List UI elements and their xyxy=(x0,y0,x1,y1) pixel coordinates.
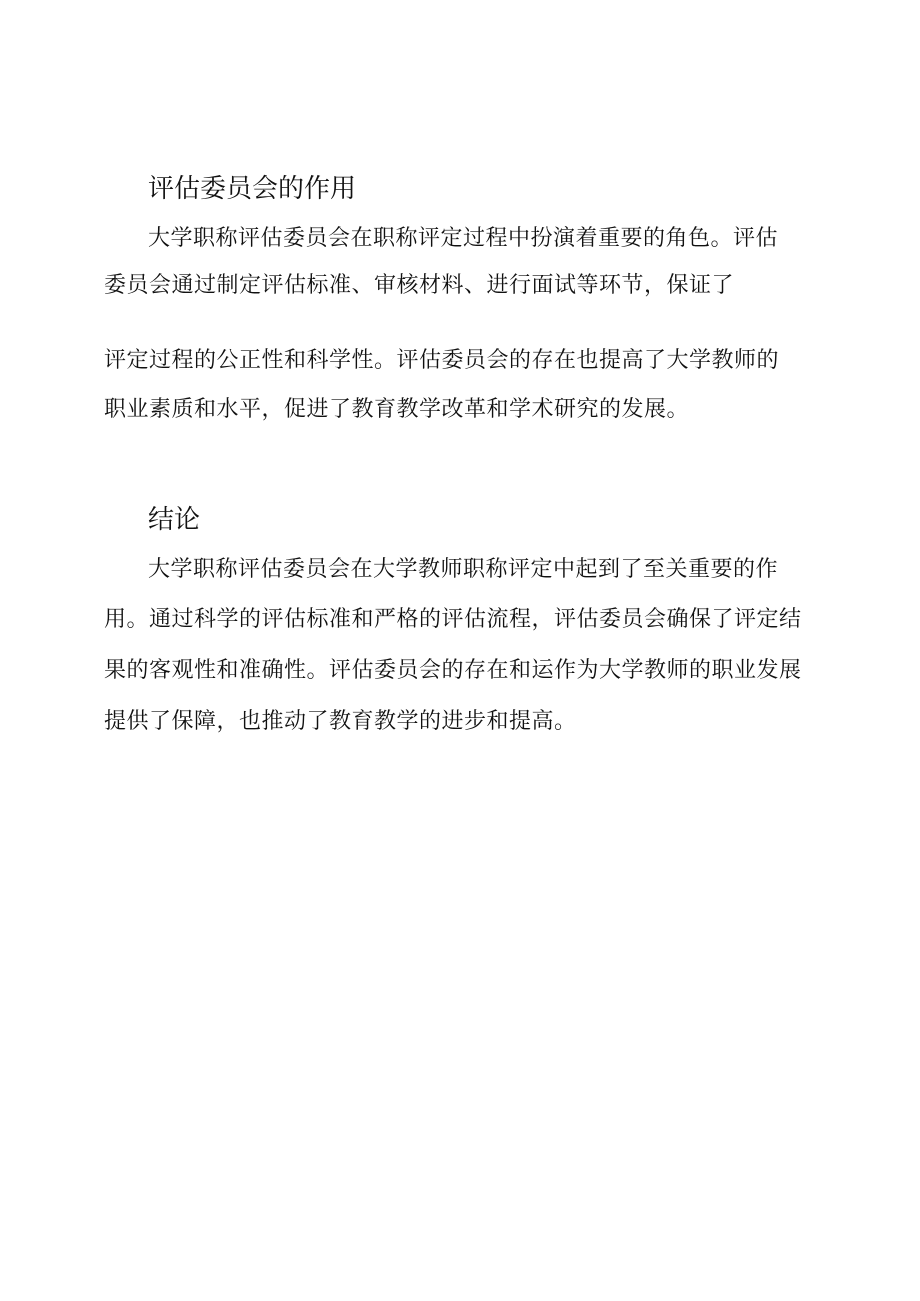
paragraph-line: 用。通过科学的评估标准和严格的评估流程，评估委员会确保了评定结 xyxy=(104,607,802,632)
paragraph-line: 提供了保障，也推动了教育教学的进步和提高。 xyxy=(104,709,577,734)
section-heading-committee-role: 评估委员会的作用 xyxy=(148,174,357,204)
section-heading-conclusion: 结论 xyxy=(148,505,201,535)
paragraph-line: 职业素质和水平，促进了教育教学改革和学术研究的发展。 xyxy=(104,397,690,422)
paragraph-line: 大学职称评估委员会在职称评定过程中扮演着重要的角色。评估 xyxy=(148,226,779,251)
paragraph-line: 评定过程的公正性和科学性。评估委员会的存在也提高了大学教师的 xyxy=(104,348,780,373)
paragraph-line: 大学职称评估委员会在大学教师职称评定中起到了至关重要的作 xyxy=(148,557,779,582)
paragraph-line: 果的客观性和准确性。评估委员会的存在和运作为大学教师的职业发展 xyxy=(104,658,802,683)
paragraph-line: 委员会通过制定评估标准、审核材料、进行面试等环节，保证了 xyxy=(104,273,735,298)
